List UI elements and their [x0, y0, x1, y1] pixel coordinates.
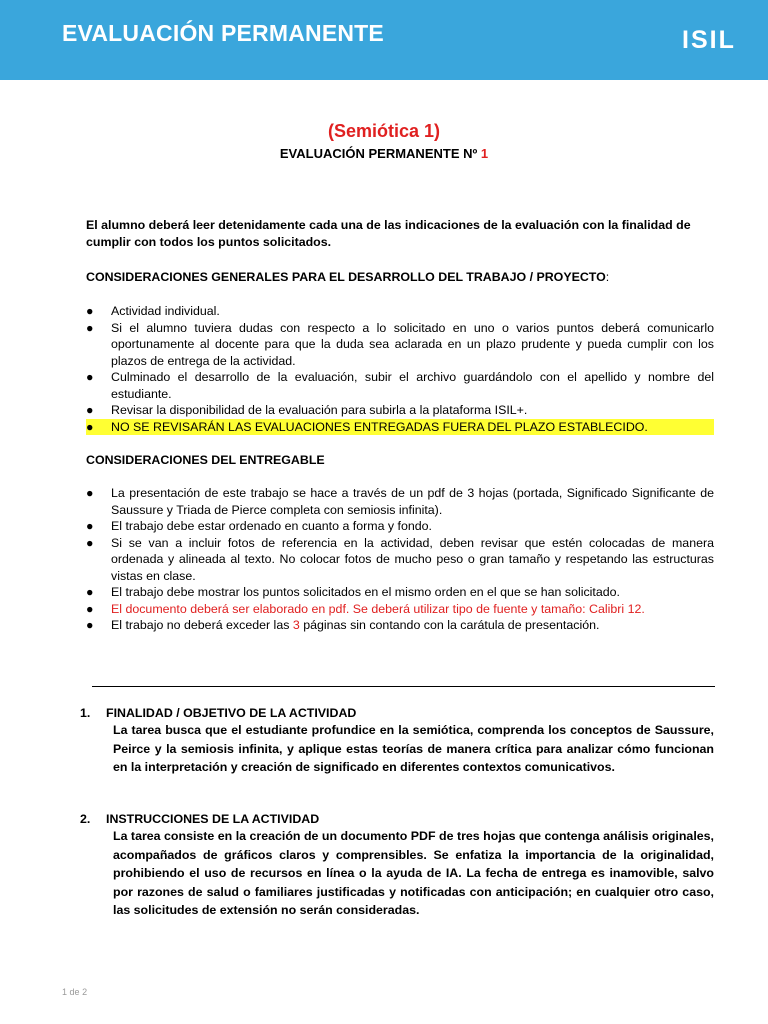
header-banner [0, 0, 768, 80]
font-requirement-item [86, 601, 714, 618]
section-number: 2. [80, 812, 91, 826]
entregable-list [86, 485, 714, 634]
general-list [86, 303, 714, 435]
list-item-text: Revisar la disponibilidad de la evaluación para subirla a la plataforma ISIL+. [111, 403, 528, 417]
page-limit-item [86, 617, 714, 634]
list-item-text: El trabajo debe estar ordenado en cuanto a forma y fondo. [111, 519, 432, 533]
bullet-icon: ● [86, 601, 94, 616]
highlighted-warning-item [86, 419, 714, 436]
bullet-icon: ● [86, 370, 94, 384]
list-item [86, 485, 714, 518]
bullet-icon: ● [86, 419, 94, 434]
bullet-icon: ● [86, 519, 94, 533]
list-item-text: Si se van a incluir fotos de referencia en la actividad, deben revisar que estén colocadas de manera ordenada y alineada al texto. No colocar fotos de mucho peso o gran tamaño y respetando las estructuras vistas en clase. [111, 535, 714, 583]
list-item-text: páginas sin contando con la carátula de presentación. [303, 618, 600, 632]
page-of: de [69, 987, 80, 997]
evaluation-number: 1 [480, 146, 489, 161]
list-item-text: El trabajo no deberá exceder las [111, 618, 290, 632]
section-title-instrucciones [80, 812, 319, 826]
bullet-icon: ● [86, 304, 94, 318]
list-item [86, 584, 714, 601]
section-body-instrucciones: La tarea consiste en la creación de un documento PDF de tres hojas que contenga análisis originales, acompañados de gráficos claros y comprensibles. Se enfatiza la importancia de la originalidad, prohibiendo el uso de recursos en línea o la ayuda de IA. La fecha de entrega es inamovible, salvo por razones de salud o familiares justificadas y notificadas con anticipación; en cualquier otro caso, las solicitudes de extensión no serán consideradas. [113, 829, 714, 917]
list-item [86, 535, 714, 585]
header-title: EVALUACIÓN PERMANENTE [62, 20, 384, 46]
general-heading-colon: : [605, 270, 610, 284]
general-heading [86, 269, 714, 286]
bullet-icon: ● [86, 486, 94, 500]
bullet-icon: ● [86, 320, 94, 335]
general-heading-text: CONSIDERACIONES GENERALES PARA EL DESARROLLO DEL TRABAJO / PROYECTO [86, 270, 606, 284]
evaluation-subtitle [0, 146, 768, 161]
entregable-heading: CONSIDERACIONES DEL ENTREGABLE [86, 453, 325, 467]
section-title-text: INSTRUCCIONES DE LA ACTIVIDAD [106, 812, 320, 826]
list-item [86, 303, 714, 320]
section-divider [92, 686, 715, 687]
list-item-text: NO SE REVISARÁN LAS EVALUACIONES ENTREGADAS FUERA DEL PLAZO ESTABLECIDO. [111, 419, 648, 434]
bullet-icon: ● [86, 618, 94, 632]
list-item-text: Si el alumno tuviera dudas con respecto a lo solicitado en uno o varios puntos deberá comunicarlo oportunamente al docente para que la duda sea aclarada en un plazo prudente y pueda cumplir con los plazos de entrega de la actividad. [111, 320, 714, 368]
list-item [86, 320, 714, 370]
current-page: 1 [62, 987, 68, 997]
intro-paragraph: El alumno deberá leer detenidamente cada una de las indicaciones de la evaluación con la finalidad de cumplir con todos los puntos solicitados. [86, 218, 691, 249]
page-number [62, 987, 87, 997]
section-body-finalidad: La tarea busca que el estudiante profundice en la semiótica, comprenda los conceptos de Saussure, Peirce y la semiosis infinita, y aplique estas teorías de manera crítica para analizar cómo funcionan en la interpretación y creación de significado en diferentes contextos comunicativos. [113, 723, 714, 774]
list-item-text: La presentación de este trabajo se hace a través de un pdf de 3 hojas (portada, Significado Significante de Saussure y Triada de Pierce completa con semiosis infinita). [111, 486, 714, 517]
total-pages: 2 [82, 987, 88, 997]
list-item-text: Culminado el desarrollo de la evaluación, subir el archivo guardándolo con el apellido y nombre del estudiante. [111, 370, 714, 401]
page-limit-number: 3 [292, 618, 300, 632]
bullet-icon: ● [86, 403, 94, 417]
list-item-text: El trabajo debe mostrar los puntos solicitados en el mismo orden en el que se han solicitado. [111, 585, 620, 599]
evaluation-subtitle-text: EVALUACIÓN PERMANENTE Nº [279, 146, 478, 161]
section-number: 1. [80, 706, 91, 720]
bullet-icon: ● [86, 535, 94, 550]
list-item [86, 369, 714, 402]
section-title-text: FINALIDAD / OBJETIVO DE LA ACTIVIDAD [106, 706, 357, 720]
list-item [86, 402, 714, 419]
list-item-text: Actividad individual. [111, 304, 220, 318]
bullet-icon: ● [86, 585, 94, 599]
course-title: (Semiótica 1) [327, 121, 441, 141]
section-title-finalidad [80, 706, 356, 720]
list-item-text: El documento deberá ser elaborado en pdf. Se deberá utilizar tipo de fuente y tamaño: Calibri 12. [111, 601, 645, 616]
list-item [86, 518, 714, 535]
isil-logo: ISIL [682, 26, 736, 54]
